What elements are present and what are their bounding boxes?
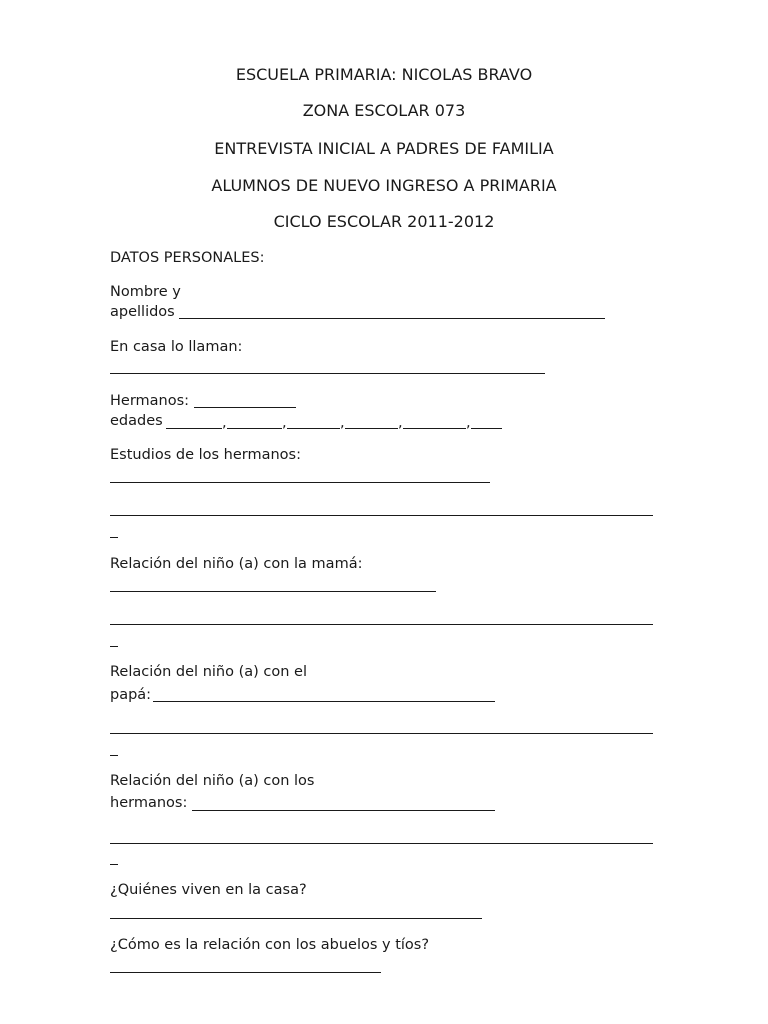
form-title: ENTREVISTA INICIAL A PADRES DE FAMILIA — [214, 139, 554, 158]
relatives-blank[interactable] — [110, 972, 381, 973]
age-separator-3: , — [340, 415, 345, 431]
rel-father-label-line1: Relación del niño (a) con el — [110, 664, 307, 680]
relatives-label: ¿Cómo es la relación con los abuelos y tíos? — [110, 937, 430, 953]
rel-father-label-line2: papá: — [110, 687, 152, 703]
rel-father-blank-3[interactable] — [110, 755, 118, 756]
school-zone: ZONA ESCOLAR 073 — [302, 101, 466, 120]
age-separator-1: , — [222, 415, 227, 431]
age-blank-1[interactable] — [166, 428, 222, 429]
age-blank-4[interactable] — [345, 428, 398, 429]
rel-mother-blank-2[interactable] — [110, 624, 653, 625]
name-label-line2: apellidos — [110, 304, 175, 320]
rel-father-blank-2[interactable] — [110, 733, 653, 734]
name-label-line1: Nombre y — [110, 284, 181, 300]
siblings-blank[interactable] — [194, 407, 296, 408]
nickname-label: En casa lo llaman: — [110, 339, 243, 355]
rel-mother-blank-1[interactable] — [110, 591, 436, 592]
rel-siblings-blank-1[interactable] — [192, 810, 495, 811]
siblings-label: Hermanos: — [110, 393, 190, 409]
age-blank-6[interactable] — [471, 428, 502, 429]
siblings-studies-blank-3[interactable] — [110, 537, 118, 538]
form-subtitle: ALUMNOS DE NUEVO INGRESO A PRIMARIA — [211, 176, 557, 195]
siblings-studies-label: Estudios de los hermanos: — [110, 447, 301, 463]
age-blank-2[interactable] — [227, 428, 282, 429]
rel-mother-blank-3[interactable] — [110, 646, 118, 647]
household-blank[interactable] — [110, 918, 482, 919]
name-blank[interactable] — [179, 318, 605, 319]
rel-siblings-label-line2: hermanos: — [110, 795, 188, 811]
rel-siblings-label-line1: Relación del niño (a) con los — [110, 773, 315, 789]
age-blank-3[interactable] — [287, 428, 340, 429]
household-label: ¿Quiénes viven en la casa? — [110, 882, 307, 898]
rel-siblings-blank-3[interactable] — [110, 864, 118, 865]
nickname-blank[interactable] — [110, 373, 545, 374]
school-cycle: CICLO ESCOLAR 2011-2012 — [273, 212, 495, 231]
age-separator-5: , — [466, 415, 471, 431]
school-name: ESCUELA PRIMARIA: NICOLAS BRAVO — [235, 65, 533, 84]
age-blank-5[interactable] — [403, 428, 466, 429]
rel-mother-label: Relación del niño (a) con la mamá: — [110, 556, 363, 572]
siblings-studies-blank-1[interactable] — [110, 482, 490, 483]
rel-siblings-blank-2[interactable] — [110, 843, 653, 844]
age-separator-4: , — [398, 415, 403, 431]
section-label: DATOS PERSONALES: — [110, 250, 265, 266]
age-separator-2: , — [282, 415, 287, 431]
siblings-studies-blank-2[interactable] — [110, 515, 653, 516]
rel-father-blank-1[interactable] — [153, 701, 495, 702]
ages-label: edades — [110, 413, 163, 429]
